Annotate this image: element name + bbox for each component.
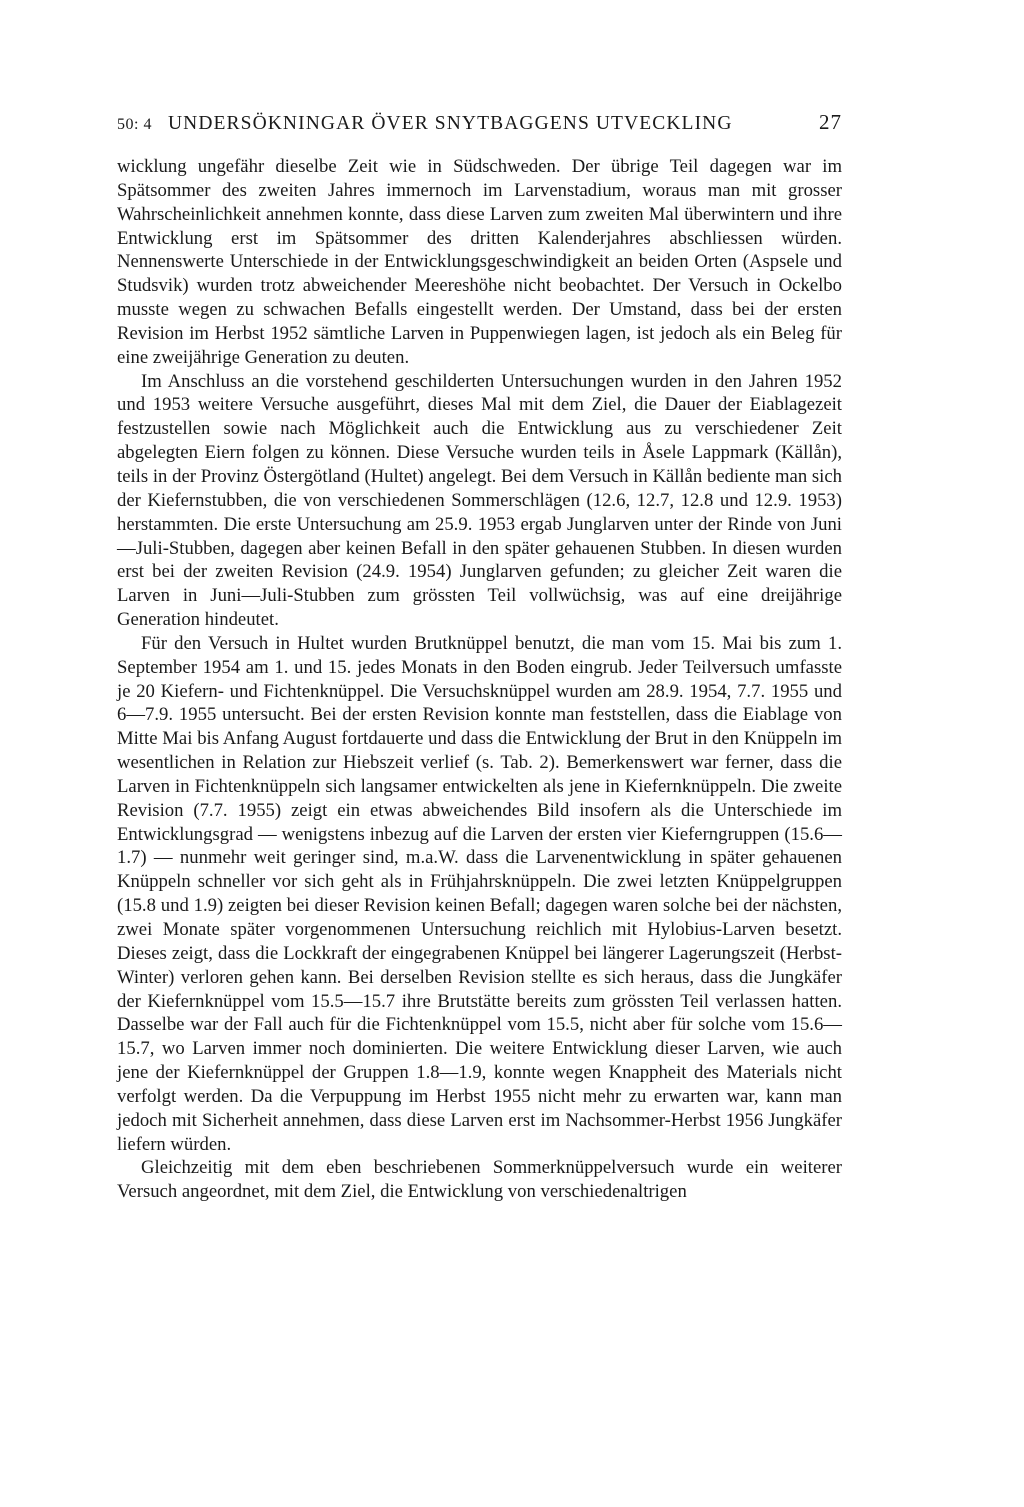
paragraph-kallan-experiment: Im Anschluss an die vorstehend geschilderten Untersuchungen wurden in den Jahren 1952 und 1953 weitere Versuche ausgeführt, dieses Mal mit dem Ziel, die Dauer der Eiablagezeit festzustellen sowie nach Möglichkeit auch die Entwicklung aus zu verschiedener Zeit abgelegten Eiern folgen zu können. Diese Versuche wurden teils in Åsele Lappmark (Källån), teils in der Provinz Östergötland (Hultet) angelegt. Bei dem Versuch in Källån bediente man sich der Kiefernstubben, die von verschiedenen Sommerschlägen (12.6, 12.7, 12.8 und 12.9. 1953) herstammten. Die erste Untersuchung am 25.9. 1953 ergab Junglarven unter der Rinde von Juni—Juli-Stubben, dagegen aber keinen Befall in den später gehauenen Stubben. In diesen wurden erst bei der zweiten Revision (24.9. 1954) Junglarven gefunden; zu gleicher Zeit waren die Larven in Juni—Juli-Stubben zum grössten Teil vollwüchsig, was auf eine dreijährige Generation hindeutet. — [117, 370, 842, 631]
paragraph-hultet-experiment: Für den Versuch in Hultet wurden Brutknüppel benutzt, die man vom 15. Mai bis zum 1. September 1954 am 1. und 15. jedes Monats in den Boden eingrub. Jeder Teilversuch umfasste je 20 Kiefern- und Fichtenknüppel. Die Versuchsknüppel wurden am 28.9. 1954, 7.7. 1955 und 6—7.9. 1955 untersucht. Bei der ersten Revision konnte man feststellen, dass die Eiablage von Mitte Mai bis Anfang August fortdauerte und dass die Entwicklung der Brut in den Knüppeln im wesentlichen in Relation zur Hiebszeit verlief (s. Tab. 2). Bemerkenswert war ferner, dass die Larven in Fichtenknüppeln sich langsamer entwickelten als jene in Kiefernknüppeln. Die zweite Revision (7.7. 1955) zeigt ein etwas abweichendes Bild insofern als die Unterschiede im Entwicklungsgrad — wenigstens inbezug auf die Larven der ersten vier Kieferngruppen (15.6—1.7) — nunmehr weit geringer sind, m.a.W. dass die Larvenentwicklung in später gehauenen Knüppeln schneller vor sich geht als in Frühjahrsknüppeln. Die zwei letzten Knüppelgruppen (15.8 und 1.9) zeigten bei dieser Revision keinen Befall; dagegen waren solche bei der nächsten, zwei Monate später vorgenommenen Untersuchung reichlich mit Hylobius-Larven besetzt. Dieses zeigt, dass die Lockkraft der eingegrabenen Knüppel bei längerer Lagerungszeit (Herbst-Winter) verloren gehen kann. Bei derselben Revision stellte es sich heraus, dass die Jungkäfer der Kiefernknüppel vom 15.5—15.7 ihre Brutstätte bereits zum grössten Teil verlassen hatten. Dasselbe war der Fall auch für die Fichtenknüppel vom 15.5, nicht aber für solche vom 15.6—15.7, wo Larven immer noch dominierten. Die weitere Entwicklung dieser Larven, wie auch jene der Kiefernknüppel der Gruppen 1.8—1.9, konnte wegen Knappheit des Materials nicht verfolgt werden. Da die Verpuppung im Herbst 1955 nicht mehr zu erwarten war, kann man jedoch mit Sicherheit annehmen, dass diese Larven erst im Nachsommer-Herbst 1956 Jungkäfer liefern würden. — [117, 632, 842, 1155]
page-number: 27 — [819, 110, 842, 134]
series-number: 50: 4 — [117, 116, 152, 133]
running-head — [117, 110, 842, 144]
running-title: UNDERSÖKNINGAR ÖVER SNYTBAGGENS UTVECKLING — [167, 113, 733, 134]
paragraph-summer-trial: Gleichzeitig mit dem eben beschriebenen Sommerknüppelversuch wurde ein weiterer Versuch angeordnet, mit dem Ziel, die Entwicklung von verschiedenaltrigen — [117, 1157, 842, 1203]
paragraph-continuation: wicklung ungefähr dieselbe Zeit wie in Südschweden. Der übrige Teil dagegen war im Spätsommer des zweiten Jahres immernoch im Larvenstadium, woraus man mit grosser Wahrscheinlichkeit annehmen konnte, dass diese Larven zum zweiten Mal überwintern und ihre Entwicklung erst im Spätsommer des dritten Kalenderjahres abschliessen würden. Nennenswerte Unterschiede in der Entwicklungsgeschwindigkeit an beiden Orten (Aspsele und Studsvik) wurden trotz abweichender Meereshöhe nicht beobachtet. Der Versuch in Ockelbo musste wegen zu schwachen Befalls eingestellt werden. Der Umstand, dass bei der ersten Revision im Herbst 1952 sämtliche Larven in Puppenwiegen lagen, ist jedoch als ein Beleg für eine zweijährige Generation zu deuten. — [117, 156, 842, 368]
body-text — [117, 155, 842, 1204]
